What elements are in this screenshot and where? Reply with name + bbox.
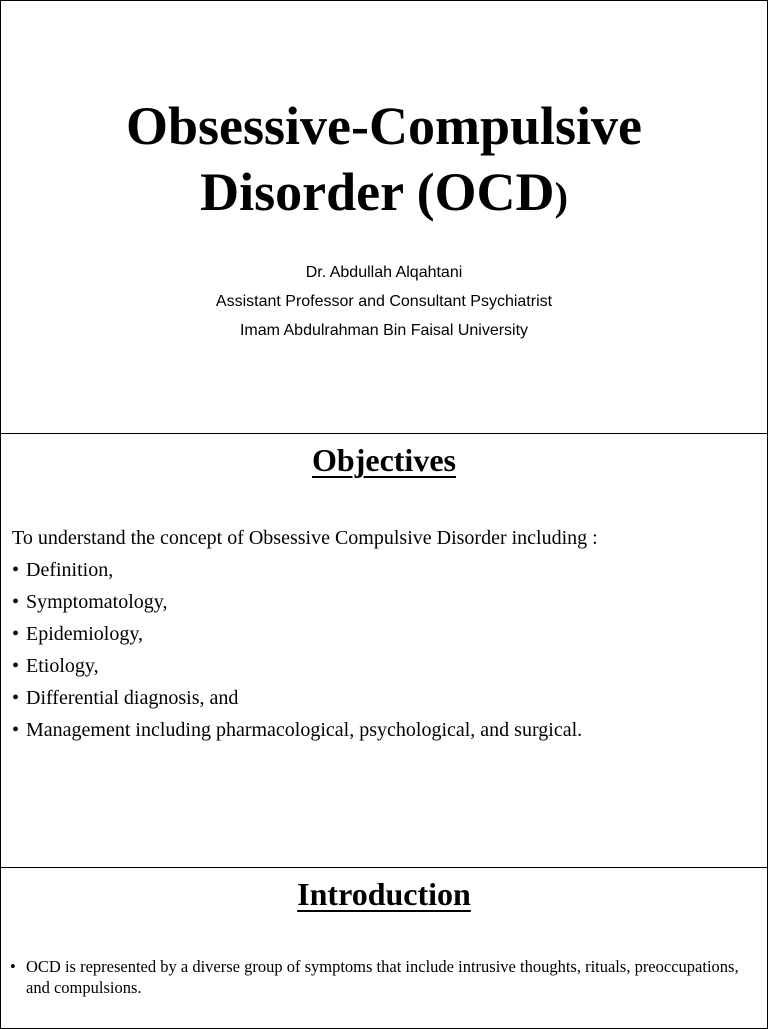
- introduction-slide: [0, 867, 768, 1029]
- author-block: [1, 258, 767, 345]
- title-slide: [0, 0, 768, 434]
- introduction-body: [10, 956, 745, 998]
- list-item-text: Etiology,: [26, 655, 99, 677]
- slide-title: [1, 93, 767, 230]
- introduction-heading: Introduction: [297, 876, 471, 912]
- bullet-icon: •: [10, 957, 16, 976]
- bullet-icon: •: [12, 655, 20, 677]
- objectives-slide: [0, 433, 768, 868]
- objectives-heading: Objectives: [312, 442, 456, 478]
- title-line-2: [1, 159, 767, 230]
- author-name: Dr. Abdullah Alqahtani: [305, 264, 463, 281]
- title-closing-paren: ): [554, 174, 568, 219]
- list-item: [10, 956, 745, 998]
- list-item-text: Epidemiology,: [26, 623, 144, 645]
- title-line-1: Obsessive-Compulsive: [125, 96, 643, 156]
- list-item-text: Differential diagnosis, and: [26, 687, 239, 709]
- list-item: [12, 618, 759, 650]
- objectives-body: [12, 522, 759, 746]
- objectives-list: [12, 554, 759, 746]
- author-position: Assistant Professor and Consultant Psychiatrist: [215, 293, 553, 310]
- list-item-text: Definition,: [26, 559, 114, 581]
- title-line-2-text: Disorder (OCD: [200, 162, 555, 222]
- list-item: [12, 682, 759, 714]
- list-item-text: Management including pharmacological, psychological, and surgical.: [26, 719, 583, 741]
- list-item: [12, 650, 759, 682]
- list-item: [12, 714, 759, 746]
- bullet-icon: •: [12, 687, 20, 709]
- author-institution: Imam Abdulrahman Bin Faisal University: [239, 322, 529, 339]
- objectives-intro: To understand the concept of Obsessive Compulsive Disorder including :: [12, 527, 598, 549]
- introduction-list: [10, 956, 745, 998]
- bullet-icon: •: [12, 591, 20, 613]
- list-item: [12, 586, 759, 618]
- list-item-text: OCD is represented by a diverse group of symptoms that include intrusive thoughts, rituals, preoccupations, and compulsions.: [26, 957, 739, 997]
- bullet-icon: •: [12, 719, 20, 741]
- bullet-icon: •: [12, 623, 20, 645]
- list-item: [12, 554, 759, 586]
- list-item-text: Symptomatology,: [26, 591, 168, 613]
- bullet-icon: •: [12, 559, 20, 581]
